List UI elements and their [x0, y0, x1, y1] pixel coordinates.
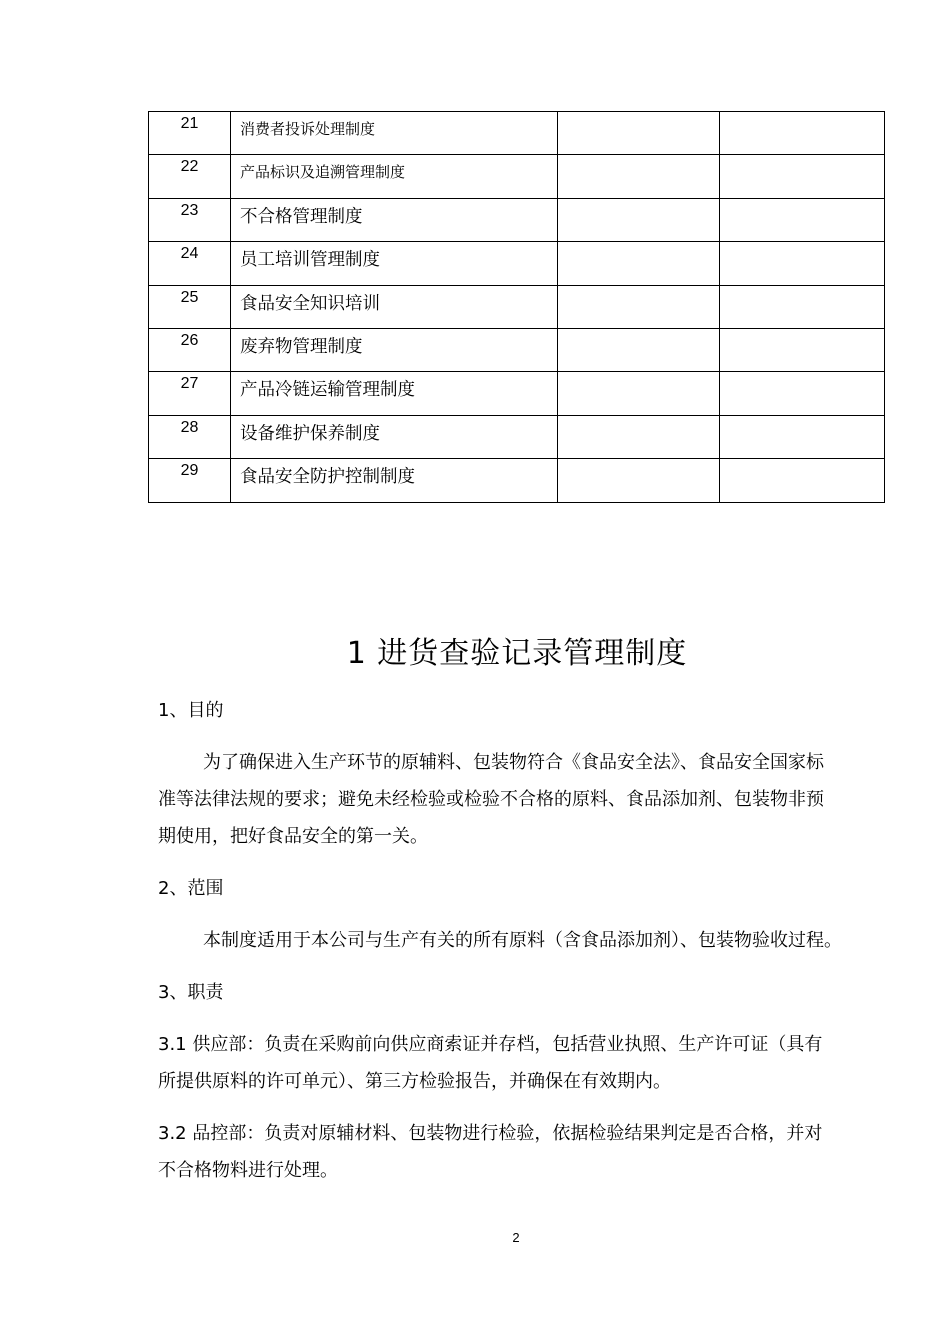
table-row: [149, 415, 885, 458]
scope-text: 本制度适用于本公司与生产有关的所有原料（含食品添加剂）、包装物验收过程。: [203, 930, 842, 951]
table-row: [149, 242, 885, 285]
section-heading-purpose: 1、目的: [158, 700, 224, 721]
empty-cell: [720, 459, 885, 502]
empty-cell: [558, 459, 720, 502]
purpose-text-line: 为了确保进入生产环节的原辅料、包装物符合《食品安全法》、食品安全国家标: [203, 752, 824, 773]
empty-cell: [558, 112, 720, 155]
system-list-table: [148, 111, 885, 503]
table-row: [149, 198, 885, 241]
empty-cell: [720, 198, 885, 241]
row-number: 26: [149, 328, 231, 371]
row-name: 废弃物管理制度: [231, 328, 558, 371]
row-number: 22: [149, 155, 231, 198]
table-row: [149, 372, 885, 415]
empty-cell: [720, 285, 885, 328]
row-number: 25: [149, 285, 231, 328]
row-name: 员工培训管理制度: [231, 242, 558, 285]
empty-cell: [558, 328, 720, 371]
row-number: 28: [149, 415, 231, 458]
section-heading-duties: 3、职责: [158, 982, 224, 1003]
empty-cell: [720, 415, 885, 458]
duty-supply-line: 3.1 供应部：负责在采购前向供应商索证并存档，包括营业执照、生产许可证（具有: [158, 1034, 823, 1055]
purpose-text-line: 期使用，把好食品安全的第一关。: [158, 826, 428, 847]
row-name: 不合格管理制度: [231, 198, 558, 241]
row-name: 设备维护保养制度: [231, 415, 558, 458]
table-row: [149, 112, 885, 155]
row-name: 食品安全防护控制制度: [231, 459, 558, 502]
table-row: [149, 155, 885, 198]
empty-cell: [558, 285, 720, 328]
purpose-text-line: 准等法律法规的要求；避免未经检验或检验不合格的原料、食品添加剂、包装物非预: [158, 789, 824, 810]
row-number: 27: [149, 372, 231, 415]
row-number: 29: [149, 459, 231, 502]
table-row: [149, 328, 885, 371]
page-title: 1 进货查验记录管理制度: [346, 636, 688, 671]
page-number: 2: [512, 1230, 520, 1245]
empty-cell: [720, 328, 885, 371]
empty-cell: [558, 242, 720, 285]
row-name: 产品标识及追溯管理制度: [231, 155, 558, 198]
empty-cell: [558, 198, 720, 241]
empty-cell: [558, 415, 720, 458]
row-name: 消费者投诉处理制度: [231, 112, 558, 155]
section-heading-scope: 2、范围: [158, 878, 224, 899]
empty-cell: [558, 155, 720, 198]
duty-qc-line: 3.2 品控部：负责对原辅材料、包装物进行检验，依据检验结果判定是否合格，并对: [158, 1123, 823, 1144]
duty-qc-line: 不合格物料进行处理。: [158, 1160, 338, 1181]
empty-cell: [720, 242, 885, 285]
row-number: 23: [149, 198, 231, 241]
empty-cell: [720, 155, 885, 198]
row-number: 21: [149, 112, 231, 155]
duty-supply-line: 所提供原料的许可单元）、第三方检验报告，并确保在有效期内。: [158, 1071, 671, 1092]
empty-cell: [558, 372, 720, 415]
table-row: [149, 285, 885, 328]
row-name: 产品冷链运输管理制度: [231, 372, 558, 415]
table-row: [149, 459, 885, 502]
empty-cell: [720, 112, 885, 155]
row-number: 24: [149, 242, 231, 285]
row-name: 食品安全知识培训: [231, 285, 558, 328]
empty-cell: [720, 372, 885, 415]
